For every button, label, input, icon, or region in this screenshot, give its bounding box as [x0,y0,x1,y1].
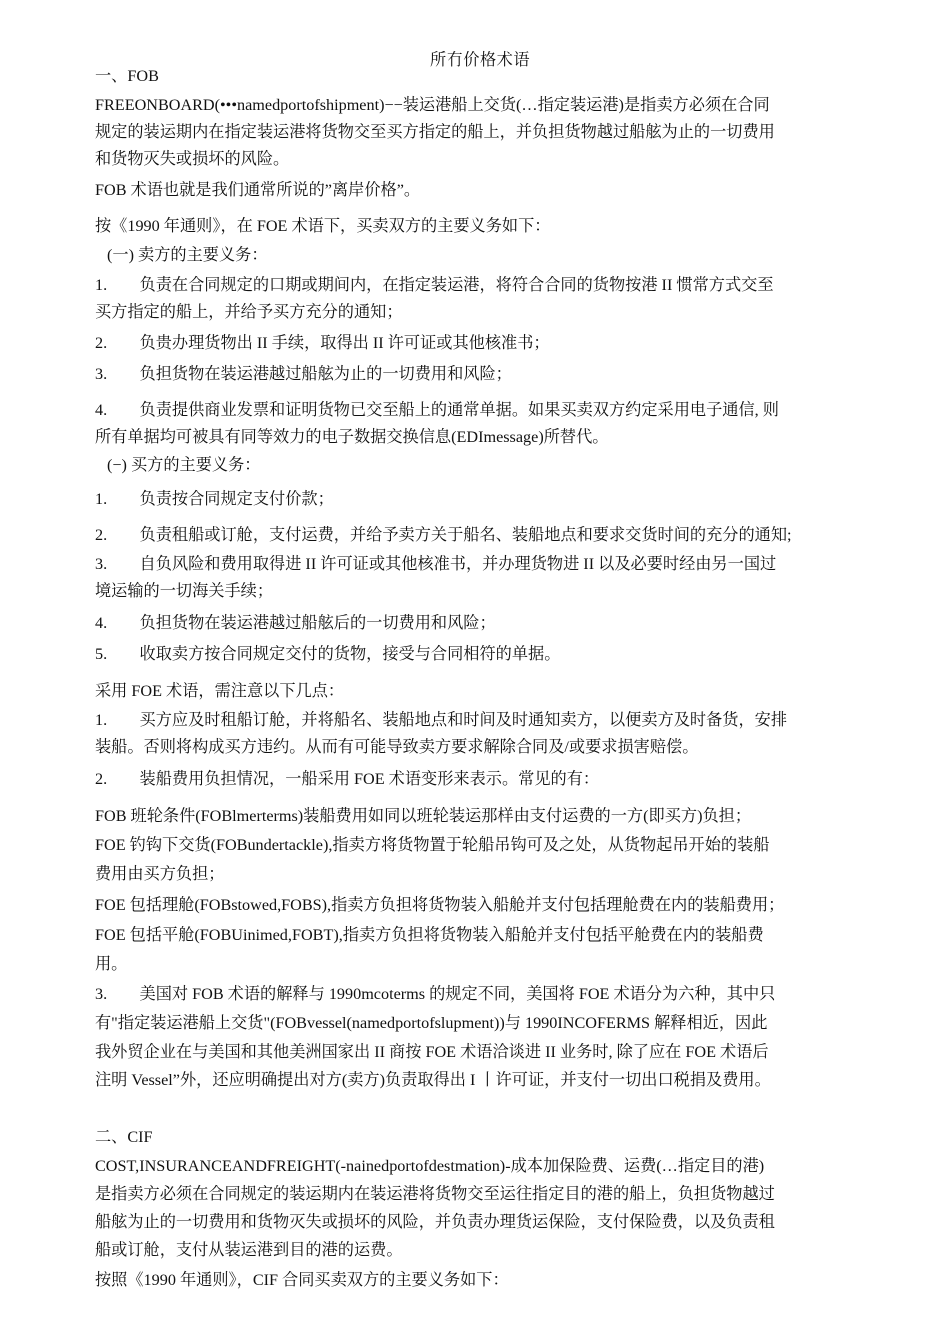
text-line: 4. 负担货物在装运港越过船舷后的一切费用和风险； [95,614,496,632]
text-line: 注明 Vessel”外，还应明确提出对方(卖方)负责取得出 I 丨许可证，并支付一切出口税捐及费用。 [95,1071,771,1089]
text-line: 1. 负责按合同规定支付价款； [95,490,334,508]
text-line: 我外贸企业在与美国和其他美洲国家出 II 商按 FOE 术语洽谈进 II 业务时, 除了应在 FOE 术语后 [95,1043,769,1061]
text-line: 1. 买方应及时租船订舱，并将船名、装船地点和时间及时通知卖方，以便卖方及时备货，安排 [95,711,788,729]
text-line: 2. 负贵办理货物出 II 手续，取得出 II 许可证或其他核准书； [95,334,550,352]
text-line: 所有单据均可被具有同等效力的电子数据交换信息(EDImessage)所替代。 [95,428,609,446]
text-line: 2. 负责租船或订舱，支付运费，并给予卖方关于船名、装船地点和要求交货时间的充分的通知; [95,526,792,544]
text-line: (−) 买方的主要义务： [107,456,261,474]
text-line: 和货物灭失或损坏的风险。 [95,150,290,168]
text-line: 2. 装船费用负担情况，一船采用 FOE 术语变形来表示。常见的有： [95,770,600,788]
text-line: 一、FOB [95,67,159,85]
text-line: 3. 美国对 FOB 术语的解释与 1990mcoterms 的规定不同，美国将 FOE 术语分为六种，其中只 [95,985,776,1003]
text-line: 境运输的一切海关手续； [95,582,274,600]
text-line: 买方指定的船上，并给予买方充分的通知； [95,303,403,321]
text-line: 是指卖方必须在合同规定的装运期内在装运港将货物交至运往指定目的港的船上，负担货物越过 [95,1185,775,1203]
text-line: FOB 班轮条件(FOBlmerterms)装船费用如同以班轮装运那样由支付运费的一方(即买方)负担； [95,807,752,825]
text-line: 4. 负责提供商业发票和证明货物已交至船上的通常单据。如果买卖双方约定采用电子通信, 则 [95,401,779,419]
text-line: 按照《1990 年通则》，CIF 合同买卖双方的主要义务如下： [95,1271,509,1289]
text-line: 5. 收取卖方按合同规定交付的货物，接受与合同相符的单据。 [95,645,561,663]
text-line: 3. 负担货物在装运港越过船舷为止的一切费用和风险； [95,365,512,383]
text-line: 1. 负责在合同规定的口期或期间内，在指定装运港，将符合合同的货物按港 II 惯常方式交至 [95,276,774,294]
text-line: FOE 包括平舱(FOBUinimed,FOBT),指卖方负担将货物装入船舱并支付包括平舱费在内的装船费 [95,926,764,944]
text-line: 规定的装运期内在指定装运港将货物交至买方指定的船上，并负担货物越过船舷为止的一切费用 [95,123,775,141]
text-line: 装船。否则将构成买方违约。从而有可能导致卖方要求解除合同及/或要求损害赔偿。 [95,738,699,756]
text-line: 二、CIF [95,1128,153,1146]
text-line: 费用由买方负担； [95,865,225,883]
text-line: 有"指定装运港船上交货"(FOBvessel(namedportofslupment))与 1990INCOFERMS 解释相近，因此 [95,1014,768,1032]
text-line: 3. 自负风险和费用取得进 II 许可证或其他核准书，并办理货物进 II 以及必要时经由另一国过 [95,555,777,573]
text-line: 按《1990 年通则》，在 FOE 术语下，买卖双方的主要义务如下： [95,217,551,235]
text-line: 用。 [95,955,128,973]
text-line: (一) 卖方的主要义务： [107,246,268,264]
text-line: FREEONBOARD(•••namedportofshipment)−−装运港船上交货(…指定装运港)是指卖方必须在合同 [95,96,770,114]
text-line: 船舷为止的一切费用和货物灭失或损坏的风险，并负责办理货运保险，支付保险费，以及负责租 [95,1213,775,1231]
text-line: FOE 包括理舱(FOBstowed,FOBS),指卖方负担将货物装入船舱并支付包括理舱费在内的装船费用； [95,896,785,914]
text-line: FOB 术语也就是我们通常所说的”离岸价格”。 [95,181,421,199]
text-line: FOE 钓钩下交货(FOBundertackle),指卖方将货物置于轮船吊钩可及之处，从货物起吊开始的装船 [95,836,770,854]
text-line: COST,INSURANCEANDFREIGHT(-nainedportofdestmation)-成本加保险费、运费(…指定目的港) [95,1157,765,1175]
page-title: 所冇价格术语 [429,51,531,69]
text-line: 船或订舱，支付从装运港到目的港的运费。 [95,1241,403,1259]
text-line: 采用 FOE 术语，需注意以下几点： [95,682,345,700]
